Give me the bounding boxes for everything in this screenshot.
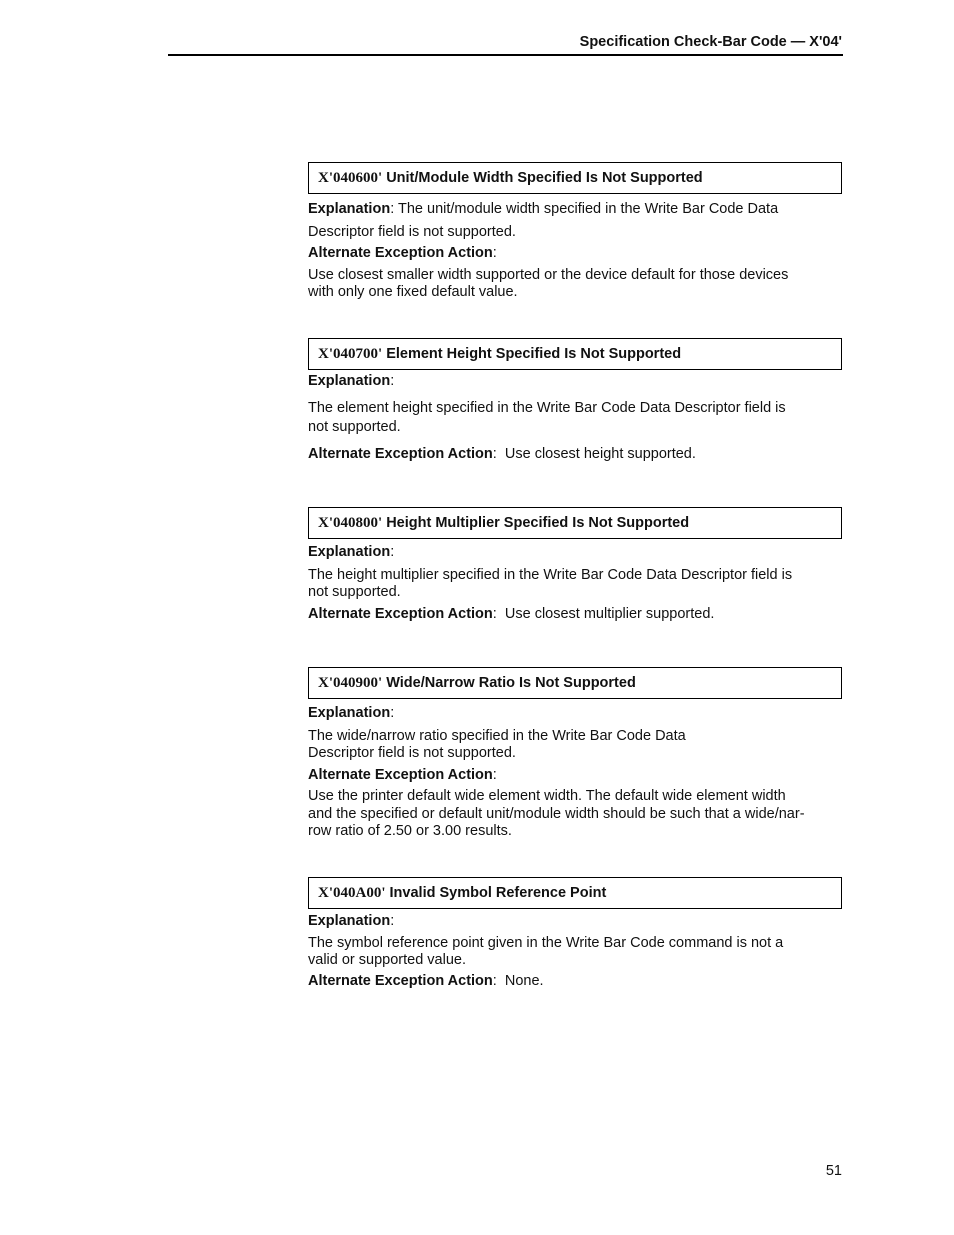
explanation-label: Explanation — [308, 373, 391, 389]
alternate-action-label: Alternate Exception Action — [308, 445, 493, 462]
exception-title: Wide/Narrow Ratio Is Not Supported — [386, 675, 636, 691]
alternate-action-heading — [308, 245, 842, 263]
explanation-line — [308, 224, 842, 242]
label-colon: : — [492, 245, 497, 261]
exception-title-box — [308, 162, 842, 194]
label-colon: : — [390, 373, 395, 389]
alternate-action-text: Use closest height supported. — [504, 445, 696, 462]
exception-code: X'040A00' — [318, 885, 386, 901]
explanation-text: valid or supported value. — [308, 952, 466, 968]
explanation-text: The symbol reference point given in the Write Bar Code command is not a — [308, 934, 784, 951]
explanation-text: Descriptor field is not supported. — [308, 223, 516, 240]
explanation-line — [308, 201, 842, 219]
explanation-label: Explanation — [308, 913, 391, 929]
explanation-label: Explanation — [308, 705, 391, 721]
explanation-heading — [308, 373, 842, 391]
header-rule — [168, 54, 843, 56]
exception-code: X'040600' — [318, 170, 383, 186]
explanation-text: The unit/module width specified in the Write Bar Code Data — [398, 201, 779, 217]
alternate-action-line — [308, 973, 842, 991]
label-colon: : — [492, 972, 497, 989]
exception-title: Element Height Specified Is Not Supported — [386, 346, 682, 362]
page-number: 51 — [825, 1163, 842, 1179]
exception-entry-040600 — [308, 162, 842, 302]
exception-title: Height Multiplier Specified Is Not Supported — [386, 515, 690, 531]
exception-entry-040a00 — [308, 877, 842, 990]
exception-entry-040700 — [308, 338, 842, 463]
exception-title: Unit/Module Width Specified Is Not Supported — [386, 170, 703, 186]
alternate-action-label: Alternate Exception Action — [308, 766, 493, 783]
explanation-text: not supported. — [308, 419, 401, 435]
explanation-heading — [308, 544, 842, 562]
alternate-action-text: Use closest smaller width supported or the device default for those devices — [308, 266, 789, 283]
exception-title-box — [308, 338, 842, 370]
explanation-text: The height multiplier specified in the Write Bar Code Data Descriptor field is — [308, 566, 793, 583]
alternate-action-label: Alternate Exception Action — [308, 605, 493, 622]
alternate-action-text: Use closest multiplier supported. — [504, 605, 715, 622]
label-colon: : — [492, 605, 497, 622]
exception-title: Invalid Symbol Reference Point — [389, 885, 607, 901]
exception-code: X'040700' — [318, 346, 383, 362]
label-colon: : — [390, 201, 395, 217]
exception-code: X'040800' — [318, 515, 383, 531]
exception-code: X'040900' — [318, 675, 383, 691]
explanation-label: Explanation — [308, 201, 391, 217]
alternate-action-text: None. — [504, 972, 544, 989]
explanation-text: The element height specified in the Write Bar Code Data Descriptor field is — [308, 399, 786, 416]
exception-title-box — [308, 507, 842, 539]
alternate-action-text: row ratio of 2.50 or 3.00 results. — [308, 823, 512, 839]
alternate-action-heading — [308, 767, 842, 785]
exception-title-box — [308, 667, 842, 699]
explanation-heading — [308, 705, 842, 723]
explanation-text: not supported. — [308, 584, 401, 600]
label-colon: : — [390, 913, 395, 929]
alternate-action-label: Alternate Exception Action — [308, 972, 493, 989]
explanation-heading — [308, 913, 842, 931]
label-colon: : — [492, 445, 497, 462]
exception-title-box — [308, 877, 842, 909]
running-header-title: Specification Check-Bar Code — X'04' — [579, 34, 842, 50]
explanation-text: Descriptor field is not supported. — [308, 745, 516, 761]
label-colon: : — [390, 705, 395, 721]
alternate-action-text: with only one fixed default value. — [308, 284, 518, 300]
alternate-action-line — [308, 446, 842, 464]
alternate-action-label: Alternate Exception Action — [308, 245, 493, 261]
exception-entry-040800 — [308, 507, 842, 623]
label-colon: : — [492, 766, 497, 783]
explanation-text: The wide/narrow ratio specified in the Write Bar Code Data — [308, 727, 686, 744]
alternate-action-line — [308, 606, 842, 624]
alternate-action-text: Use the printer default wide element width. The default wide element width — [308, 788, 786, 804]
label-colon: : — [390, 544, 395, 560]
alternate-action-text: and the specified or default unit/module width should be such that a wide/nar- — [308, 805, 805, 822]
explanation-label: Explanation — [308, 544, 391, 560]
exception-entry-040900 — [308, 667, 842, 841]
